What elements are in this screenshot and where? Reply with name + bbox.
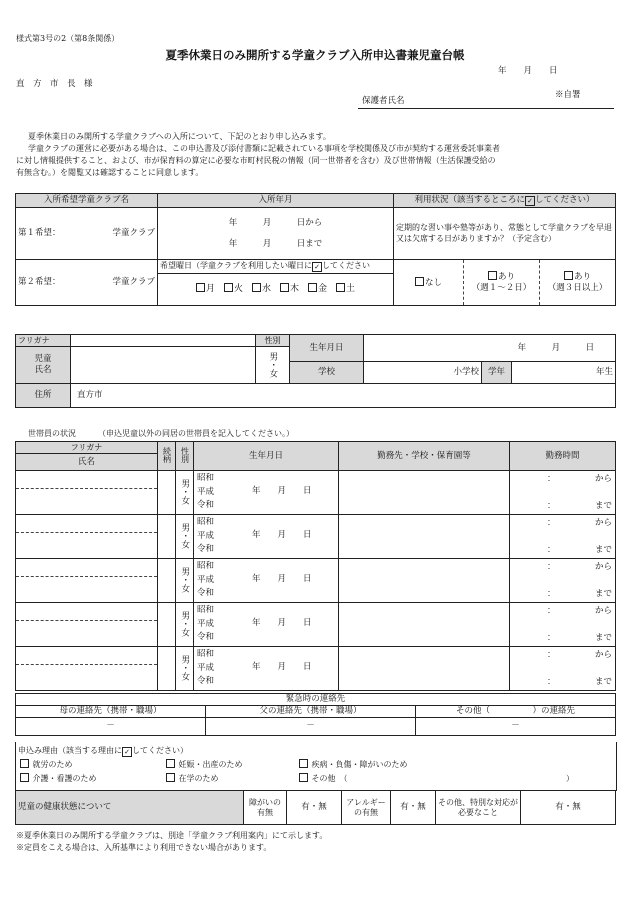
col-name-header: 氏名 (16, 454, 158, 471)
weekday-option[interactable]: 土 (336, 283, 355, 295)
member-hours-field[interactable]: ： から ： まで (510, 559, 616, 603)
child-name-label: 児童 氏名 (16, 347, 71, 384)
page-title: 夏季休業日のみ開所する学童クラブ入所申込書兼児童台帳 (165, 48, 465, 62)
other-contact-label: その他（ ）の連絡先 (416, 706, 616, 718)
birth-label: 生年月日 (290, 335, 364, 362)
member-hours-field[interactable]: ： から ： まで (510, 603, 616, 647)
household-row (16, 515, 616, 559)
member-work-field[interactable] (339, 559, 510, 603)
usage-question: 定期的な習い事や塾等があり、常態として学童クラブを早退又は欠席する日がありますか？（予定含む） (394, 208, 616, 260)
col-birth-header: 生年月日 (194, 442, 339, 471)
allergy-option[interactable]: 有・無 (391, 791, 436, 825)
birth-field[interactable]: 年 月 日 (364, 335, 616, 362)
disability-option[interactable]: 有・無 (287, 791, 342, 825)
second-choice-cell[interactable]: 第２希望： 学童クラブ (16, 260, 158, 306)
grade-field[interactable]: 年生 (512, 362, 616, 384)
weekday-option[interactable]: 月 (196, 283, 215, 295)
school-field[interactable]: 小学校 (364, 362, 482, 384)
member-birth-field[interactable]: 昭和 平成 令和 年 月 日 (194, 471, 339, 515)
household-row (16, 471, 616, 515)
member-furigana-field[interactable] (16, 647, 157, 665)
member-name-cell[interactable] (16, 515, 158, 559)
grade-label: 学年 (482, 362, 512, 384)
member-name-cell[interactable] (16, 647, 158, 691)
weekday-option[interactable]: 火 (224, 283, 243, 295)
household-row (16, 603, 616, 647)
member-furigana-field[interactable] (16, 603, 157, 621)
date-label: 年 月 日 (498, 66, 558, 76)
member-work-field[interactable] (339, 647, 510, 691)
furigana-field[interactable] (71, 335, 256, 347)
disability-label: 障がいの有無 (244, 791, 287, 825)
member-birth-field[interactable]: 昭和 平成 令和 年 月 日 (194, 647, 339, 691)
address-field[interactable]: 直方市 (71, 384, 616, 408)
member-work-field[interactable] (339, 471, 510, 515)
note-1: ※夏季休業日のみ開所する学童クラブは、別途「学童クラブ利用案内」にて示します。 (16, 831, 328, 840)
child-name-field[interactable] (71, 347, 256, 384)
intro-line-2: 学童クラブの運営に必要がある場合は、この申込書及び添付書類に記載されている事項を学校関係及び市が契約する運営委託事業者 (28, 144, 500, 153)
sex-label: 性別 (256, 335, 290, 347)
other-contact-field[interactable]: － (416, 718, 616, 736)
addressee: 直 方 市 長 様 (16, 79, 93, 89)
col-club-header: 入所希望学童クラブ名 (16, 194, 158, 208)
household-table (15, 441, 616, 691)
intro-line-4: 有無含む。）を閲覧又は確認することに同意します。 (16, 168, 204, 177)
furigana-label: フリガナ (16, 335, 71, 347)
member-birth-field[interactable]: 昭和 平成 令和 年 月 日 (194, 603, 339, 647)
weekday-option[interactable]: 水 (252, 283, 271, 295)
reason-option[interactable]: 介護・看護のため (20, 773, 97, 784)
col-usage-header: 利用状況（該当するところに ✓ してください） (394, 194, 616, 208)
member-relation-field[interactable] (158, 647, 176, 691)
note-2: ※定員をこえる場合は、入所基準により利用できない場合があります。 (16, 843, 272, 852)
club-table (15, 193, 616, 306)
health-label: 児童の健康状態について (16, 791, 244, 825)
member-work-field[interactable] (339, 515, 510, 559)
emergency-title: 緊急時の連絡先 (16, 694, 616, 706)
member-furigana-field[interactable] (16, 471, 157, 489)
weekday-options (158, 283, 393, 295)
emergency-table (15, 693, 616, 736)
member-name-cell[interactable] (16, 603, 158, 647)
weekday-caption: 希望曜日（学童クラブを利用したい曜日に ✓ してください (158, 260, 393, 274)
member-sex-option[interactable]: 男・女 (176, 515, 194, 559)
household-caption: 世帯員の状況 （申込児童以外の同居の世帯員を記入してください。） (28, 429, 294, 438)
mother-contact-label: 母の連絡先（携帯・職場） (16, 706, 206, 718)
tick-icon: ✓ (122, 747, 132, 757)
intro-line-1: 夏季休業日のみ開所する学童クラブへの入所について、下記のとおり申し込みます。 (28, 132, 331, 141)
usage-many-option[interactable]: あり （週３日以上） (540, 260, 616, 306)
member-name-cell[interactable] (16, 471, 158, 515)
household-row (16, 559, 616, 603)
weekday-option[interactable]: 金 (308, 283, 327, 295)
member-hours-field[interactable]: ： から ： まで (510, 471, 616, 515)
col-work-header: 勤務先・学校・保育園等 (339, 442, 510, 471)
member-sex-option[interactable]: 男・女 (176, 559, 194, 603)
member-birth-field[interactable]: 昭和 平成 令和 年 月 日 (194, 515, 339, 559)
member-hours-field[interactable]: ： から ： まで (510, 515, 616, 559)
child-table (15, 334, 616, 408)
reason-option[interactable]: 疾病・負傷・障がいのため (299, 759, 408, 770)
school-label: 学校 (290, 362, 364, 384)
member-relation-field[interactable] (158, 559, 176, 603)
sex-option[interactable]: 男・女 (256, 347, 290, 384)
member-work-field[interactable] (339, 603, 510, 647)
form-number: 様式第3号の2（第8条関係） (16, 34, 120, 43)
intro-line-3: に対し情報提供すること、および、市が保育料の算定に必要な市町村民税の情報（同一世帯者を含む）及び世帯情報（生活保護受給の (16, 156, 496, 165)
father-contact-label: 父の連絡先（携帯・職場） (206, 706, 416, 718)
applicant-signature-line[interactable] (358, 108, 614, 109)
mother-contact-field[interactable]: － (16, 718, 206, 736)
member-name-cell[interactable] (16, 559, 158, 603)
household-row (16, 647, 616, 691)
member-relation-field[interactable] (158, 515, 176, 559)
member-sex-option[interactable]: 男・女 (176, 647, 194, 691)
special-option[interactable]: 有・無 (521, 791, 616, 825)
father-contact-field[interactable]: － (206, 718, 416, 736)
reason-section (15, 742, 617, 791)
col-hours-header: 勤務時間 (510, 442, 616, 471)
reason-option-other[interactable]: その他 （ (299, 773, 348, 784)
member-sex-option[interactable]: 男・女 (176, 471, 194, 515)
member-relation-field[interactable] (158, 471, 176, 515)
usage-none-option[interactable]: なし (394, 260, 464, 306)
reason-option[interactable]: 在学のため (166, 773, 219, 784)
member-birth-field[interactable]: 昭和 平成 令和 年 月 日 (194, 559, 339, 603)
member-sex-option[interactable]: 男・女 (176, 603, 194, 647)
tick-icon: ✓ (525, 196, 535, 206)
allergy-label: アレルギーの有無 (342, 791, 391, 825)
col-relation-header: 続柄 (158, 442, 176, 471)
address-label: 住所 (16, 384, 71, 408)
reason-option[interactable]: 妊娠・出産のため (166, 759, 243, 770)
col-period-header: 入所年月 (158, 194, 394, 208)
first-choice-cell[interactable]: 第１希望： 学童クラブ (16, 208, 158, 260)
member-relation-field[interactable] (158, 603, 176, 647)
reason-option[interactable]: 就労のため (20, 759, 73, 770)
weekday-cell (158, 260, 394, 306)
col-furigana-header: フリガナ (16, 442, 158, 454)
reason-title: 申込み理由（該当する理由に ✓ してください） (18, 746, 188, 756)
reason-close-paren: ） (566, 774, 574, 783)
member-hours-field[interactable]: ： から ： まで (510, 647, 616, 691)
signature-note: ※自署 (555, 90, 581, 100)
applicant-label: 保護者氏名 (362, 96, 405, 106)
member-furigana-field[interactable] (16, 515, 157, 533)
usage-some-option[interactable]: あり （週１～２日） (464, 260, 540, 306)
weekday-option[interactable]: 木 (280, 283, 299, 295)
col-sex-header: 性別 (176, 442, 194, 471)
health-table (15, 790, 616, 825)
member-furigana-field[interactable] (16, 559, 157, 577)
period-cell[interactable]: 年 月 日から 年 月 日まで (158, 208, 394, 260)
special-label: その他、特別な対応が必要なこと (436, 791, 521, 825)
tick-icon: ✓ (312, 262, 322, 272)
